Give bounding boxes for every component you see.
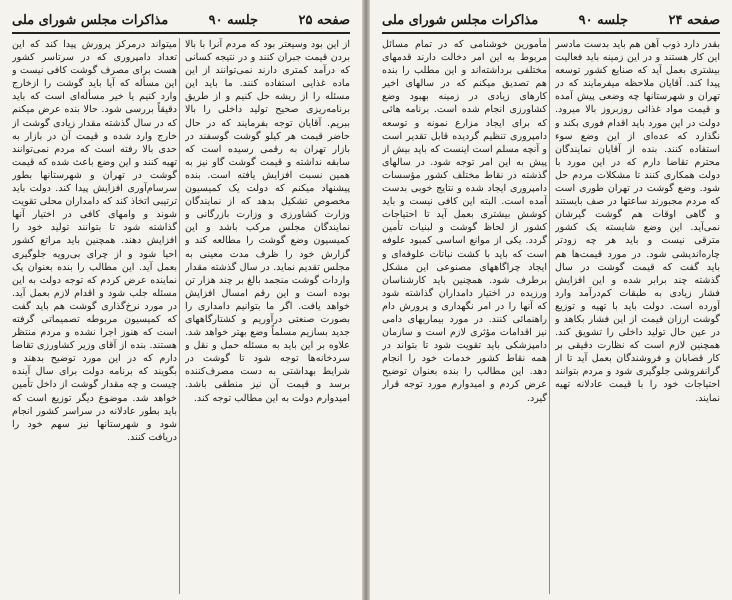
left-page — [0, 0, 362, 600]
column-divider — [179, 38, 180, 594]
column-divider — [549, 38, 550, 594]
right-page — [370, 0, 732, 600]
column-text: میتواند درمرکز پرورش پیدا کند که این تعداد دامپروری که در سرتاسر کشور هست برای مصرف گوشت کافی نیست و این مسأله که آیا باید گوشت را ازخارج وارد کنیم یا خیر مسأله‌ای است که باید دقیقاً بررسی شود. حالا بنده عرض میکنم که در سال گذشته مقدار زیادی گوشت از خارج وارد شده و قیمت آن در بازار به حدی بالا رفته است که مردم نمی‌توانند تهیه کنند و این وضع باعث شده که قیمت گوشت در تهران و شهرستانها بطور سرسام‌آوری افزایش پیدا کند. دولت باید ترتیبی اتخاذ کند که دامداران محلی تقویت شوند و وامهای کافی در اختیار آنها گذاشته شود تا بتوانند تولید خود را افزایش دهند. همچنین باید مراتع کشور احیا شود و از چرای بی‌رویه جلوگیری بعمل آید. این مطالب را بنده بعنوان یک نماینده عرض کردم که توجه دولت به این مسئله جلب شود و اقدام لازم بعمل آید. در مورد نرخ‌گذاری گوشت هم باید گفت که کمیسیون مربوطه تصمیماتی گرفته است که هنوز اجرا نشده و مردم منتظر هستند. بنده از آقای وزیر کشاورزی تقاضا دارم که در این مورد توضیح بدهند و بگویند که برنامه دولت برای سال آینده چیست و چه مقدار گوشت از داخل تأمین خواهد شد. موضوع دیگر توزیع است که باید بطور عادلانه در سراسر کشور انجام شود و شهرستانها نیز سهم خود را دریافت کنند. — [12, 39, 177, 443]
session-number: جلسه ۹۰ — [578, 12, 629, 28]
text-column-left — [12, 38, 177, 594]
page-header — [12, 10, 350, 30]
text-column-left — [382, 38, 547, 594]
session-number: جلسه ۹۰ — [208, 12, 259, 28]
page-header — [382, 10, 720, 30]
page-number: صفحه ۲۴ — [668, 12, 720, 28]
header-rule — [382, 32, 720, 34]
text-column-right — [555, 38, 720, 594]
running-title: مذاکرات مجلس شورای ملی — [12, 12, 169, 28]
column-text: بقدر دارد ذوب آهن هم باید بدست مادسر این کار هستند و در این زمینه باید فعالیت بیشتری بعمل آید که صنایع کشور توسعه پیدا کند. آقایان ملاحظه میفرمایند که در تهران و شهرستانها چه وضعی پیش آمده و قیمت مواد غذائی روزبروز بالا میرود. دولت در این مورد باید اقدام فوری بکند و نگذارد که عده‌ای از این وضع سوء استفاده کنند. بنده از آقایان نمایندگان محترم تقاضا دارم که در این مورد با دولت همکاری کنند تا مشکلات مردم حل شود. وضع گوشت در تهران طوری است که مردم مجبورند ساعتها در صف بایستند و گاهی اوقات هم گوشت گیرشان نمی‌آید. این وضع شایسته یک کشور مترقی نیست و باید هر چه زودتر چاره‌اندیشی شود. در مورد قیمت‌ها هم باید گفت که قیمت گوشت در سال گذشته چند برابر شده و این افزایش فشار زیادی به طبقات کم‌درآمد وارد آورده است. دولت باید با تهیه و توزیع گوشت ارزان قیمت از این فشار بکاهد و در عین حال تولید داخلی را تشویق کند. همچنین لازم است که نظارت دقیقی بر کار قصابان و فروشندگان بعمل آید تا از گرانفروشی جلوگیری شود و مردم بتوانند احتیاجات خود را با قیمت عادلانه تهیه نمایند. — [555, 39, 720, 404]
running-title: مذاکرات مجلس شورای ملی — [382, 12, 539, 28]
book-gutter — [362, 0, 370, 600]
column-text: مأمورین خوشنامی که در تمام مسائل مربوط به این امر دخالت دارند قدمهای مختلفی برداشته‌اند و این مطلب را بنده هم تصدیق میکنم که در سالهای اخیر کارهای زیادی در زمینه بهبود وضع کشاورزی انجام شده است. برنامه هائی که برای ایجاد مزارع نمونه و توسعه دامپروری تنظیم گردیده قابل تقدیر است و آنچه مسلم است اینست که باید بیش از پیش به این امر توجه شود. در سالهای گذشته در نقاط مختلف کشور مؤسسات دامپروری ایجاد شده و نتایج خوبی بدست آمده است. البته این کافی نیست و باید کوشش بیشتری بعمل آید تا احتیاجات کشور از لحاظ گوشت و لبنیات تأمین گردد. یکی از موانع اساسی کمبود علوفه است که باید با کشت نباتات علوفه‌ای و ایجاد چراگاههای مصنوعی این مشکل برطرف شود. همچنین باید کارشناسان ورزیده در اختیار دامداران گذاشته شود که آنها را در امر نگهداری و پرورش دام راهنمائی کنند. در مورد بیماریهای دامی نیز اقدامات مؤثری لازم است و سازمان دامپزشکی باید تقویت شود تا بتواند در همه نقاط کشور خدمات خود را انجام دهد. این مطالب را بنده بعنوان توضیح عرض کردم و امیدوارم مورد توجه قرار گیرد. — [382, 39, 547, 404]
page-number: صفحه ۲۵ — [298, 12, 350, 28]
text-column-right — [185, 38, 350, 594]
header-rule — [12, 32, 350, 34]
column-text: از این بود وسیعتر بود که مردم آنرا با بالا بردن قیمت جبران کنند و در نتیجه کسانی که درآمد کمتری دارند نمی‌توانند از این ماده غذایی استفاده کنند. ما باید این مسئله را از ریشه حل کنیم و از طریق برنامه‌ریزی صحیح تولید داخلی را بالا ببریم. آقایان توجه بفرمایند که در حال حاضر قیمت هر کیلو گوشت گوسفند در بازار تهران به رقمی رسیده است که سابقه نداشته و قیمت گوشت گاو نیز به همین نسبت افزایش یافته است. بنده پیشنهاد میکنم که دولت یک کمیسیون مخصوص تشکیل بدهد که از نمایندگان وزارت کشاورزی و وزارت بازرگانی و نمایندگان مجلس مرکب باشد و این کمیسیون وضع گوشت را مطالعه کند و گزارش خود را ظرف مدت معینی به مجلس تقدیم نماید. در سال گذشته مقدار واردات گوشت منجمد بالغ بر چند هزار تن بوده است و این رقم امسال افزایش خواهد یافت. اگر ما بتوانیم دامداری را بصورت صنعتی درآوریم و کشتارگاههای جدید بسازیم مسلماً وضع بهتر خواهد شد. علاوه بر این باید به مسئله حمل و نقل و سردخانه‌ها توجه شود تا گوشت در شرایط بهداشتی به دست مصرف‌کننده برسد و قیمت آن نیز منطقی باشد. امیدوارم دولت به این مطالب توجه کند. — [185, 39, 350, 404]
